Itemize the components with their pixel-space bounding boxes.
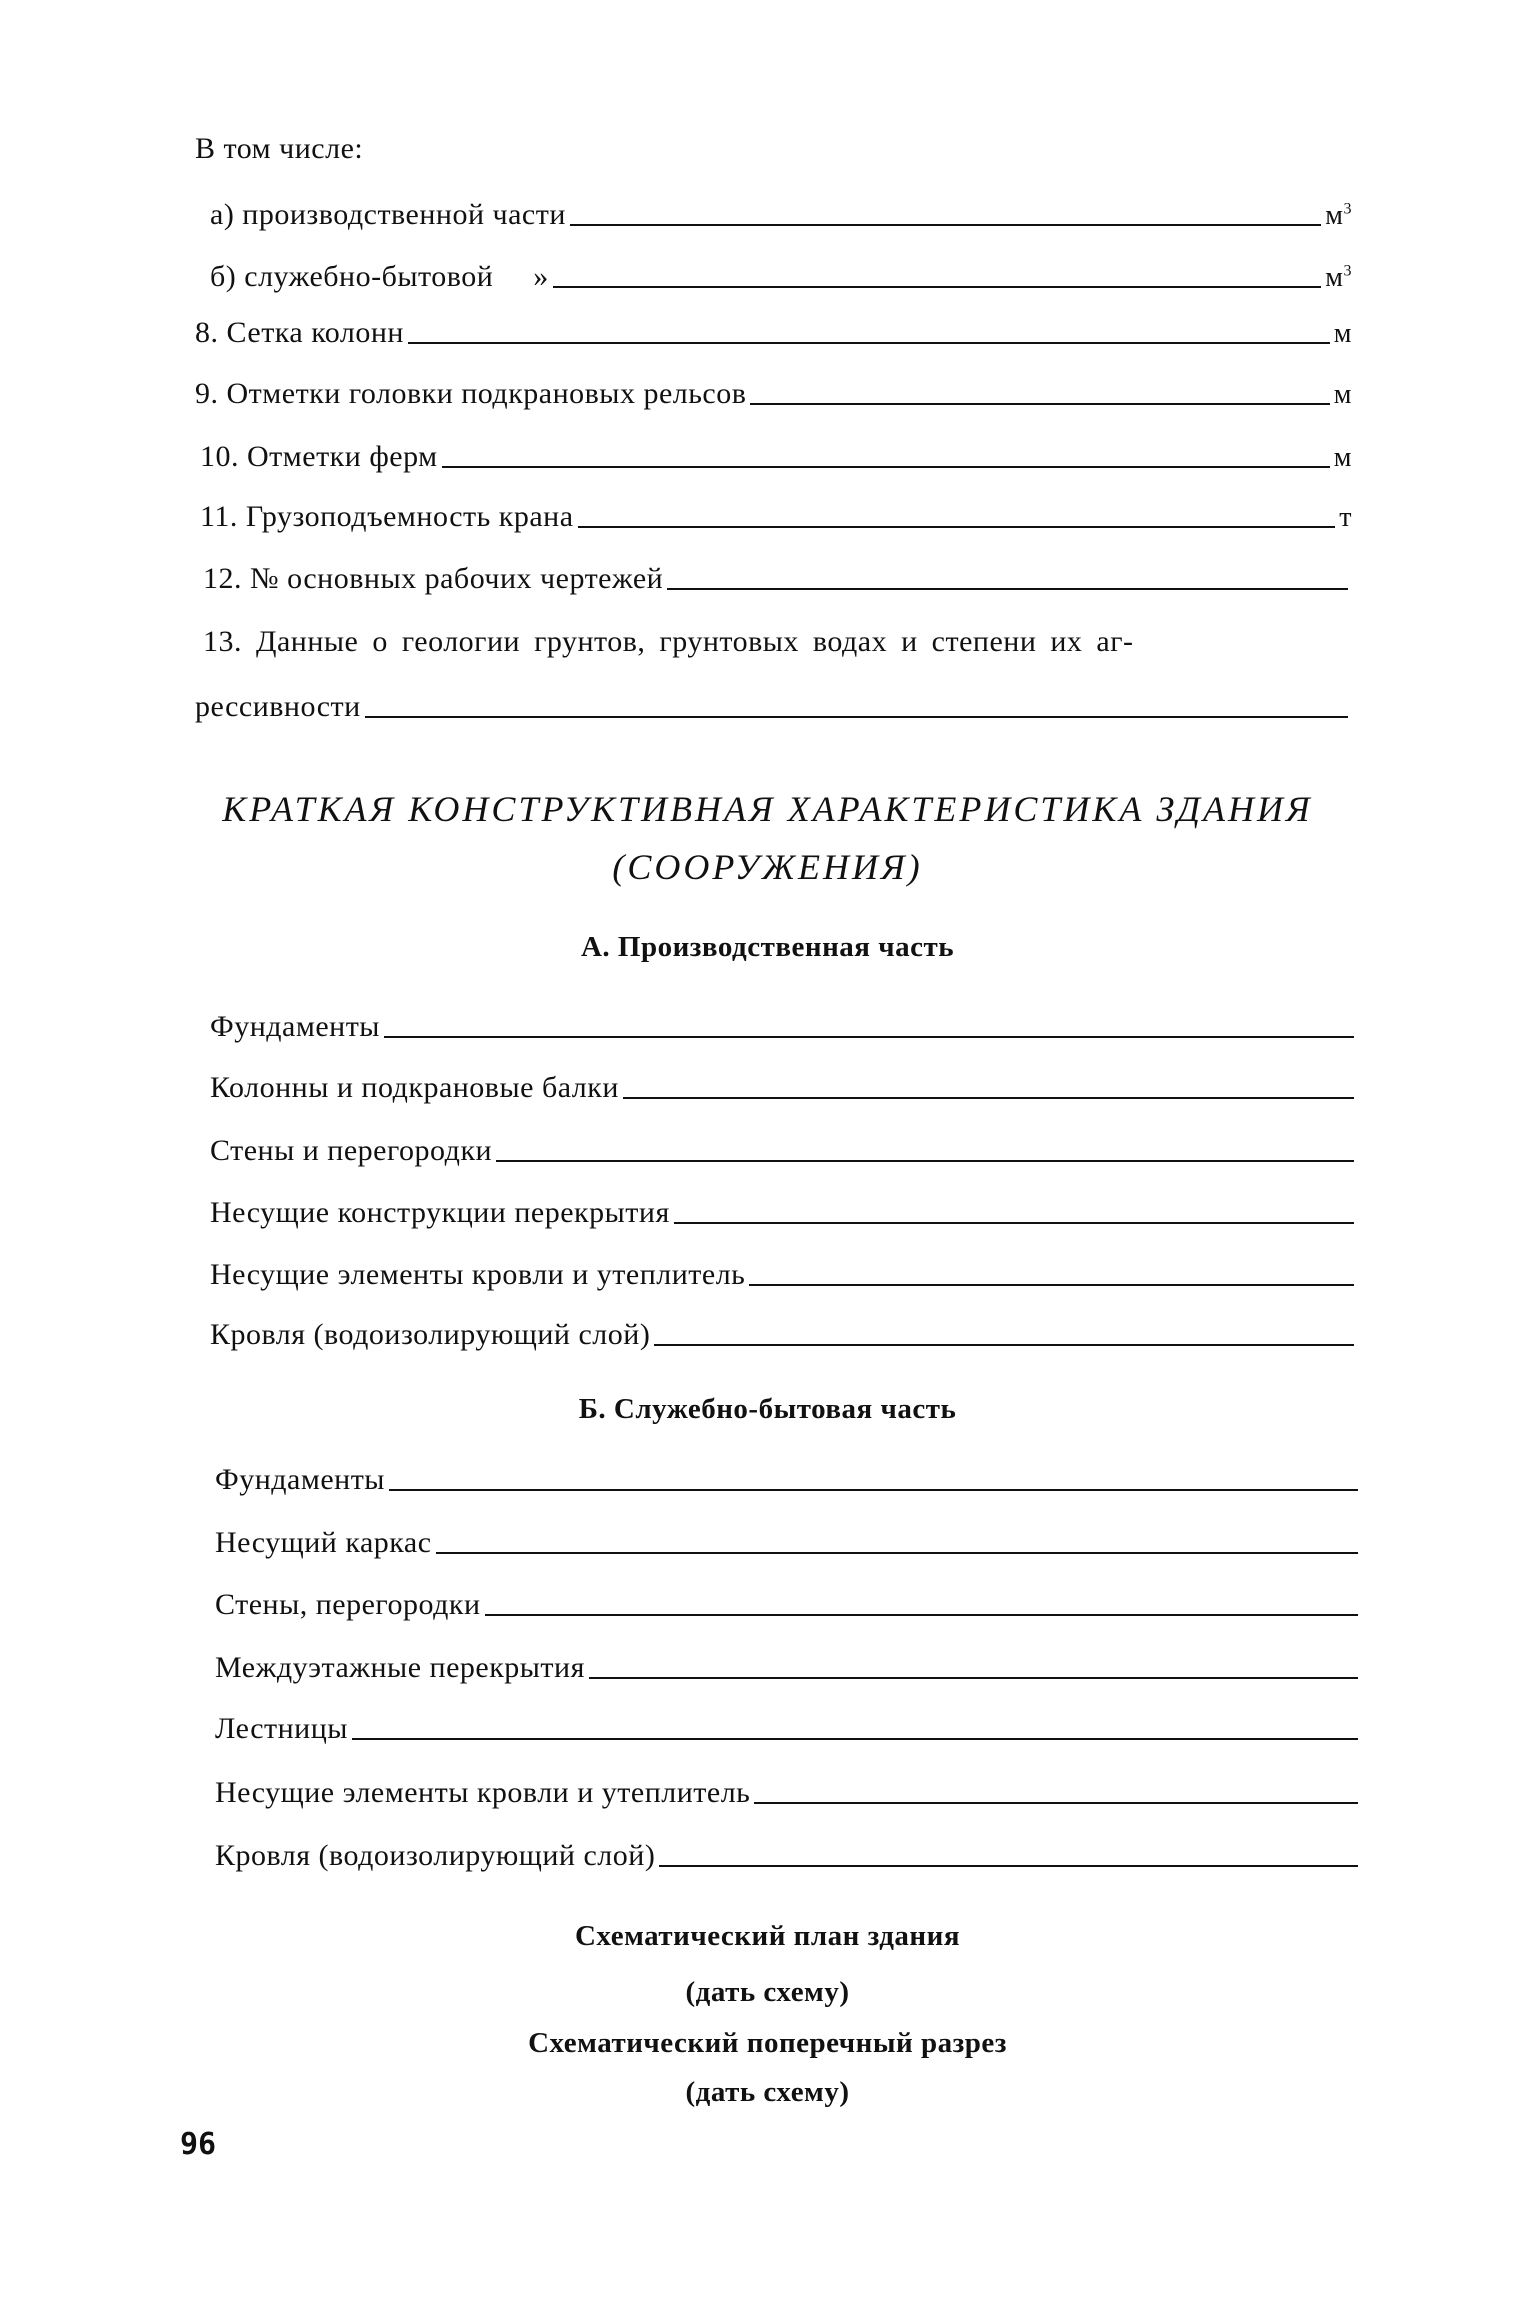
- form-item[interactable]: [203, 562, 1352, 596]
- field-label: Фундаменты: [215, 1463, 385, 1496]
- blank-line[interactable]: [352, 1738, 1358, 1740]
- blank-line[interactable]: [667, 588, 1348, 590]
- field-label: Несущие конструкции перекрытия: [210, 1196, 670, 1229]
- field-label: Фундаменты: [210, 1010, 380, 1043]
- form-item[interactable]: [210, 198, 1352, 232]
- blank-line[interactable]: [754, 1802, 1358, 1804]
- blank-line[interactable]: [654, 1344, 1354, 1346]
- unit-label: $м^3$: [1325, 200, 1352, 231]
- form-item[interactable]: [195, 377, 1352, 411]
- unit-exponent: 3: [1343, 200, 1352, 218]
- form-item[interactable]: [200, 440, 1352, 474]
- blank-line[interactable]: [408, 342, 1330, 344]
- field-label: Междуэтажные перекрытия: [215, 1651, 585, 1684]
- field-label: Стены, перегородки: [215, 1588, 481, 1621]
- item-13-label-cont: рессивности: [195, 690, 361, 723]
- blank-line[interactable]: [750, 403, 1329, 405]
- field-label: Кровля (водоизолирующий слой): [215, 1839, 656, 1872]
- part-a-heading: А. Производственная часть: [580, 931, 955, 963]
- footer-plan-note: (дать схему): [685, 1976, 850, 2008]
- form-item[interactable]: [210, 260, 1352, 294]
- section-title: КРАТКАЯ КОНСТРУКТИВНАЯ ХАРАКТЕРИСТИКА ЗДАНИЯ: [222, 789, 1313, 829]
- part-b-field[interactable]: [215, 1712, 1362, 1746]
- footer-section-note: (дать схему): [685, 2076, 850, 2108]
- blank-line[interactable]: [674, 1222, 1354, 1224]
- item-13-line-1: [203, 625, 1353, 659]
- form-item[interactable]: [200, 500, 1352, 534]
- footer-plan: Схематический план здания: [574, 1920, 961, 1952]
- part-a-field[interactable]: [210, 1071, 1358, 1105]
- blank-line[interactable]: [578, 526, 1336, 528]
- blank-line[interactable]: [749, 1284, 1354, 1286]
- blank-line[interactable]: [389, 1489, 1358, 1491]
- part-a-field[interactable]: [210, 1318, 1358, 1352]
- page-number: 96: [180, 2127, 217, 2162]
- part-b-heading: Б. Служебно-бытовая часть: [578, 1393, 957, 1425]
- unit-label: т: [1339, 502, 1352, 533]
- unit-label: м: [1333, 318, 1352, 349]
- unit-label: м: [1333, 379, 1352, 410]
- field-label: Несущие элементы кровли и утеплитель: [210, 1258, 746, 1291]
- unit-label: $м^3$: [1325, 262, 1352, 293]
- part-b-field[interactable]: [215, 1839, 1362, 1873]
- part-a-field[interactable]: [210, 1258, 1358, 1292]
- blank-line[interactable]: [589, 1677, 1358, 1679]
- field-label: 11. Грузоподъемность крана: [200, 500, 574, 533]
- blank-line[interactable]: [570, 224, 1321, 226]
- part-a-field[interactable]: [210, 1010, 1358, 1044]
- part-b-field[interactable]: [215, 1651, 1362, 1685]
- field-label: Лестницы: [215, 1712, 348, 1745]
- field-label: Несущий каркас: [215, 1526, 432, 1559]
- field-label: 12. № основных рабочих чертежей: [203, 562, 664, 595]
- form-item[interactable]: [195, 316, 1352, 350]
- field-label: Кровля (водоизолирующий слой): [210, 1318, 651, 1351]
- part-a-field[interactable]: [210, 1134, 1358, 1168]
- footer-section: Схематический поперечный разрез: [528, 2027, 1007, 2059]
- field-label: 10. Отметки ферм: [200, 440, 438, 473]
- blank-line[interactable]: [365, 716, 1348, 718]
- blank-line[interactable]: [436, 1552, 1358, 1554]
- blank-line[interactable]: [659, 1865, 1358, 1867]
- blank-line[interactable]: [623, 1097, 1354, 1099]
- section-title-cont: (СООРУЖЕНИЯ): [612, 847, 923, 887]
- blank-line[interactable]: [442, 466, 1330, 468]
- field-label: б) служебно-бытовой »: [210, 260, 549, 293]
- intro-label: В том числе:: [195, 132, 364, 165]
- field-label: а) производственной части: [210, 198, 566, 231]
- item-13-line-2[interactable]: [195, 690, 1352, 724]
- part-a-field[interactable]: [210, 1196, 1358, 1230]
- part-b-field[interactable]: [215, 1588, 1362, 1622]
- field-label: Несущие элементы кровли и утеплитель: [215, 1776, 751, 1809]
- unit-label: м: [1333, 442, 1352, 473]
- blank-line[interactable]: [485, 1614, 1358, 1616]
- field-label: Стены и перегородки: [210, 1134, 493, 1167]
- part-b-field[interactable]: [215, 1463, 1362, 1497]
- field-label: 8. Сетка колонн: [195, 316, 404, 349]
- blank-line[interactable]: [384, 1036, 1354, 1038]
- intro-text: [195, 132, 363, 166]
- part-b-field[interactable]: [215, 1776, 1362, 1810]
- item-13-label: 13. Данные о геологии грунтов, грунтовых водах и степени их аг-: [203, 625, 1134, 658]
- part-b-field[interactable]: [215, 1526, 1362, 1560]
- field-label: Колонны и подкрановые балки: [210, 1071, 619, 1104]
- unit-exponent: 3: [1343, 262, 1352, 280]
- blank-line[interactable]: [496, 1160, 1354, 1162]
- field-label: 9. Отметки головки подкрановых рельсов: [195, 377, 747, 410]
- blank-line[interactable]: [553, 286, 1322, 288]
